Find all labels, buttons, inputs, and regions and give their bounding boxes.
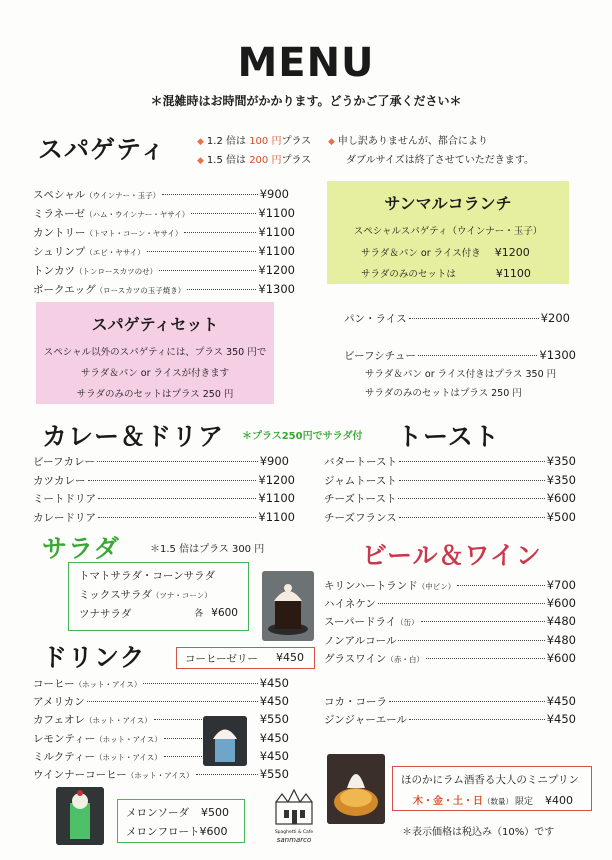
spaghetti-heading: スパゲティ <box>38 135 167 164</box>
menu-row: バタートースト ¥350 <box>324 454 576 468</box>
lunch-line-2: サラダ＆パン or ライス付き ¥1200 <box>361 246 530 259</box>
menu-row: アメリカン ¥450 <box>33 694 289 708</box>
apology-line-1: ◆ 申し訳ありませんが、都合により <box>328 136 488 147</box>
diamond-icon: ◆ <box>197 137 204 147</box>
curry-salad-note: ＊プラス250円でサラダ付 <box>242 431 363 442</box>
apology-line-2: ダブルサイズは終了させていただきます。 <box>346 155 534 166</box>
sanmarco-logo: Spaghetti & Cafe sanmarco <box>262 788 326 840</box>
melon-soda-photo <box>56 787 104 845</box>
diamond-icon: ◆ <box>328 137 335 147</box>
menu-row: レモンティー（ホット・アイス） ¥450 <box>33 731 289 745</box>
pudding-line-2: 木・金・土・日（数量） 限定 ¥400 <box>413 794 574 807</box>
lunch-heading: サンマルコランチ <box>384 194 512 213</box>
cafe-float-photo <box>203 716 247 766</box>
toast-heading: トースト <box>397 422 500 451</box>
menu-row: ハイネケン ¥600 <box>324 596 576 610</box>
size-note-2: ◆ 1.5 倍は 200 円プラス <box>197 155 312 166</box>
menu-row: カツカレー ¥1200 <box>33 473 295 487</box>
pudding-box <box>392 766 592 811</box>
page-title: MENU <box>237 40 375 86</box>
menu-row: ビーフシチュー ¥1300 <box>344 348 576 362</box>
spaghetti-set-box <box>36 302 274 404</box>
menu-row: ジンジャーエール ¥450 <box>324 712 576 726</box>
tax-note: ＊表示価格は税込み（10%）です <box>402 827 555 838</box>
salad-line-2: ミックスサラダ（ツナ・コーン） <box>79 589 212 601</box>
salad-line-1: トマトサラダ・コーンサラダ <box>79 570 216 582</box>
lunch-line-3: サラダのみのセットは ¥1100 <box>361 267 531 280</box>
beer-heading: ビール＆ワイン <box>362 541 542 570</box>
salad-price: 各 ¥600 <box>194 607 238 619</box>
salad-box <box>68 562 249 631</box>
melon-float-line: メロンフロート¥600 <box>126 825 228 838</box>
melon-soda-line: メロンソーダ ¥500 <box>126 806 229 819</box>
set-line-2: サラダ＆パン or ライスが付きます <box>80 368 230 379</box>
menu-row: ウインナーコーヒー（ホット・アイス） ¥550 <box>33 767 289 781</box>
menu-row: シュリンプ（エビ・ヤサイ） ¥1100 <box>33 244 295 258</box>
building-icon <box>262 788 326 826</box>
salad-size-note: ＊1.5 倍はプラス 300 円 <box>150 544 265 555</box>
set-heading: スパゲティセット <box>91 315 219 334</box>
crowd-notice: ＊混雑時はお時間がかかります。どうかご了承ください＊ <box>150 94 462 108</box>
menu-row: コカ・コーラ ¥450 <box>324 694 576 708</box>
stew-note-1: サラダ＆パン or ライス付きはプラス 350 円 <box>365 369 557 380</box>
menu-row: チーズフランス ¥500 <box>324 510 576 524</box>
menu-row: コーヒー（ホット・アイス） ¥450 <box>33 676 289 690</box>
menu-row: トンカツ（トンロースカツのせ） ¥1200 <box>33 263 295 277</box>
menu-row: カレードリア ¥1100 <box>33 510 295 524</box>
menu-row: ミートドリア ¥1100 <box>33 491 295 505</box>
set-line-3: サラダのみのセットはプラス 250 円 <box>76 389 234 400</box>
menu-row: ビーフカレー ¥900 <box>33 454 289 468</box>
diamond-icon: ◆ <box>197 156 204 166</box>
menu-row: スーパードライ（缶） ¥480 <box>324 614 576 628</box>
pudding-line-1: ほのかにラム酒香る大人のミニプリン <box>401 774 579 786</box>
menu-row: ノンアルコール ¥480 <box>324 633 576 647</box>
menu-row: ミルクティー（ホット・アイス） ¥450 <box>33 749 289 763</box>
menu-row: キリンハートランド（中ビン） ¥700 <box>324 578 576 592</box>
drink-heading: ドリンク <box>42 643 146 672</box>
pudding-photo <box>327 754 385 824</box>
menu-row: パン・ライス ¥200 <box>344 311 570 325</box>
coffee-jelly-box: コーヒーゼリー ¥450 <box>176 647 315 669</box>
menu-row: スペシャル（ウインナー・玉子） ¥900 <box>33 187 289 201</box>
stew-note-2: サラダのみのセットはプラス 250 円 <box>365 388 522 399</box>
lunch-box <box>327 181 569 284</box>
menu-row: ミラネーゼ（ハム・ウインナー・ヤサイ） ¥1100 <box>33 206 295 220</box>
curry-heading: カレー＆ドリア <box>42 422 225 451</box>
melon-box <box>117 799 245 843</box>
menu-row: カフェオレ（ホット・アイス） ¥550 <box>33 712 289 726</box>
menu-row: カントリー（トマト・コーン・ヤサイ） ¥1100 <box>33 225 295 239</box>
salad-line-3: ツナサラダ <box>79 608 132 620</box>
coffee-jelly-photo <box>262 571 314 641</box>
menu-row: ジャムトースト ¥350 <box>324 473 576 487</box>
menu-row: ポークエッグ（ロースカツの玉子焼き） ¥1300 <box>33 282 295 296</box>
size-note-1: ◆ 1.2 倍は 100 円プラス <box>197 136 312 147</box>
lunch-line-1: スペシャルスパゲティ（ウインナー・玉子） <box>353 226 543 237</box>
menu-row: チーズトースト ¥600 <box>324 491 576 505</box>
menu-row: グラスワイン（赤・白） ¥600 <box>324 651 576 665</box>
salad-heading: サラダ <box>42 534 120 563</box>
set-line-1: スペシャル以外のスパゲティには、プラス 350 円で <box>43 347 267 358</box>
